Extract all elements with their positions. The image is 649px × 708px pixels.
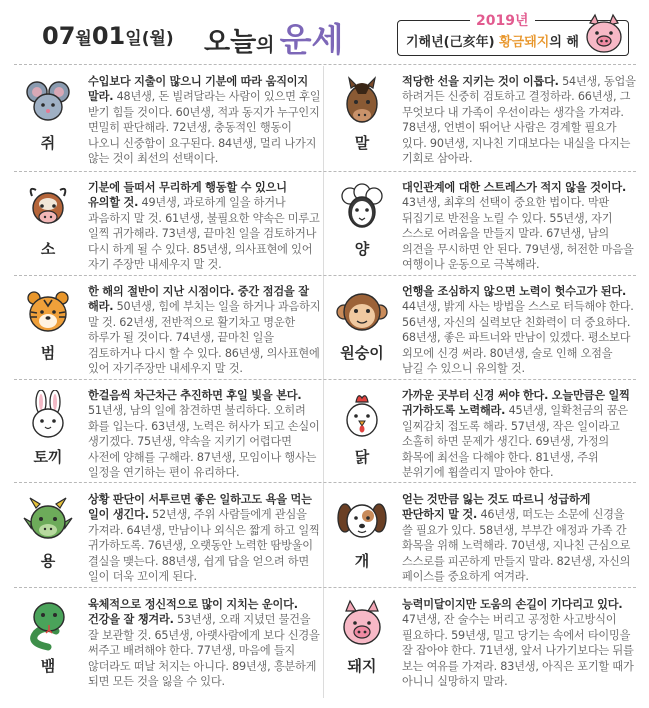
fortune-body: 54년생, 동업을 하려거든 신중히 검토하고 결정하라. 66년생, 그 무엇보다 내 가족이 우선이라는 생각을 가져라. 78년생, 언변이 뛰어난 사람은 경계할 필요가 있다. 90년생, 지나친 기대보다는 내실을 다지는 기회로 삼아라. [402,75,636,166]
fortune-text [88,388,322,480]
pig-icon [336,599,388,651]
rabbit-icon [22,390,74,442]
page-title [204,14,343,61]
animal-name: 쥐 [40,134,56,152]
cow-icon [22,182,74,234]
animal-name: 범 [40,344,56,362]
fortune-headline: 언행을 조심하지 않으면 노력이 헛수고가 된다. [402,285,627,298]
row-divider [14,171,636,172]
animal-name: 개 [354,552,370,570]
animal-name: 양 [354,240,370,258]
fortune-headline: 적당한 선을 지키는 것이 이롭다. [402,75,559,88]
fortune-headline: 수입보다 지출이 많으니 기분에 따라 움직이지 말라. [88,75,309,104]
month-number: 07 [42,22,76,50]
fortune-text [402,284,636,376]
fortune-headline: 능력미달이지만 도움의 손길이 기다리고 있다. [402,598,623,611]
fortune-sheep [328,174,640,272]
animal-name: 돼지 [347,657,377,675]
year-badge: 2019년 [470,10,535,30]
fortune-rabbit [14,382,326,480]
snake-icon [22,599,74,651]
fortune-text [88,597,322,689]
fortune-text [402,388,636,480]
fortune-headline: 한 해의 절반이 지난 시점이다. 중간 점검을 잘 해라. [88,285,309,314]
animal-name: 소 [40,240,56,258]
title-part-3: 운세 [279,20,344,59]
fortune-headline: 얻는 것만큼 잃는 것도 따르니 성급하게 판단하지 말 것. [402,493,591,522]
day-unit: 일 [125,29,142,49]
fortune-body: 52년생, 주위 사람들에게 관심을 가져라. 64년생, 만남이나 외식은 짧게 하고 일찍 귀가하도록. 76년생, 오랫동안 노력한 땀방울이 결실을 맺는다. 88년생, 쉽게 답을 얻으려 하면 일이 더욱 꼬이게 된다. [88,508,320,584]
row-divider [14,379,636,380]
year-label [406,31,579,50]
fortune-headline: 육체적으로 정신적으로 많이 지치는 운이다. 건강을 잘 챙겨라. [88,598,298,627]
fortune-body: 48년생, 돈 빌려달라는 사람이 있으면 후일 받기 힘들 것이다. 60년생, 적과 동지가 누구인지 면밀히 판단해라. 72년생, 충동적인 행동이 나오니 신중함이 요구된다. 84년생, 멀리 나가지 않는 것이 최선의 선택이다. [88,90,321,166]
fortune-text [88,180,322,272]
fortune-body: 44년생, 밝게 사는 방법을 스스로 터득해야 한다. 56년생, 자신의 실력보단 친화력이 더 중요하다. 68년생, 좋은 파트너와 만남이 있겠다. 평소보다 외모에 신경 써라. 80년생, 술로 인해 오점을 남길 수 있으니 유의할 것. [402,300,634,376]
fortune-headline: 대인관계에 대한 스트레스가 적지 않을 것이다. [402,181,627,194]
fortune-body: 50년생, 힘에 부치는 일을 하거나 과음하지 말 것. 62년생, 전반적으로 활기차고 명운한 하루가 될 것이다. 74년생, 끝마친 일을 검토하거나 다시 할 수 있다. 86년생, 의사표현에 있어 자기주장만 내세우지 말 것. [88,300,321,376]
animal-name: 말 [354,134,370,152]
fortune-monkey [328,278,640,376]
fortune-tiger [14,278,326,376]
fortune-body: 49년생, 과로하게 일을 하거나 과음하지 말 것. 61년생, 불필요한 약속은 미루고 일찍 귀가해라. 73년생, 끝마친 일을 검토하거나 다시 하게 될 수 있다. 85년생, 의사표현에 있어 자기 주장만 내세우지 말 것. [88,196,320,272]
fortune-text [402,74,636,166]
fortune-mouse [14,68,326,166]
chicken-icon [336,390,388,442]
title-part-1: 오늘 [204,27,257,58]
year-label-part-2: 황금돼지 [499,35,550,50]
fortune-body: 47년생, 잔 술수는 버리고 공정한 사고방식이 필요하다. 59년생, 밀고 당기는 속에서 타이밍을 잘 잡아야 한다. 71년생, 앞서 나가기보다는 뒤를 보는 여유를 가져라. 83년생, 아직은 포기할 때가 아니니 실망하지 말라. [402,613,634,689]
fortune-body: 45년생, 일확천금의 꿈은 일찌감치 접도록 해라. 57년생, 작은 일이라고 소홀히 하면 문제가 생긴다. 69년생, 가정의 화목에 최선을 다해야 한다. 81년생, 주위 분위기에 휩쓸리지 말아야 한다. [402,404,628,480]
fortune-text [88,284,322,376]
fortune-text [402,180,636,272]
fortune-body: 46년생, 떠도는 소문에 신경을 쓸 필요가 있다. 58년생, 부부간 애정과 가족 간 화목을 위해 노력해라. 70년생, 지나친 근심으로 스스로를 피곤하게 만들지 말라. 82년생, 자신의 페이스를 중요하게 여겨라. [402,508,631,584]
horse-icon [336,76,388,128]
pig-icon [583,13,625,61]
fortune-headline: 기분에 들떠서 무리하게 행동할 수 있으니 유의할 것. [88,181,287,210]
date-label [42,22,174,50]
fortune-text [88,492,322,584]
animal-name: 토끼 [33,448,63,466]
dragon-icon [22,494,74,546]
fortune-text [88,74,322,166]
animal-name: 뱀 [40,657,56,675]
year-label-part-3: 의 해 [549,35,579,50]
row-divider [14,587,636,588]
weekday: (월) [141,29,174,49]
fortune-dog [328,486,640,584]
fortune-chicken [328,382,640,480]
month-unit: 월 [75,29,92,49]
year-banner [397,13,629,56]
page-header [0,0,649,62]
animal-name: 원숭이 [340,344,384,362]
animal-name: 용 [40,552,56,570]
fortune-text [402,492,636,584]
fortune-text [402,597,636,689]
fortune-horse [328,68,640,166]
row-divider [14,275,636,276]
sheep-icon [336,182,388,234]
title-part-2: 의 [256,34,275,56]
year-label-part-1: 기해년(己亥年) [406,35,500,50]
fortune-dragon [14,486,326,584]
row-divider [14,482,636,483]
animal-name: 닭 [354,448,370,466]
fortune-pig [328,591,640,689]
fortune-headline: 가까운 곳부터 신경 써야 한다. 오늘만큼은 일찍 귀가하도록 노력해라. [402,389,630,418]
tiger-icon [22,286,74,338]
dog-icon [336,494,388,546]
fortune-body: 43년생, 최후의 선택이 중요한 법이다. 막판 뒤집기로 반전을 노릴 수 있다. 55년생, 자기 스스로 어려움을 만들지 말라. 67년생, 남의 의견을 무시하면 안 된다. 79년생, 허전한 마음을 여행이나 운동으로 극복해라. [402,196,634,272]
fortune-snake [14,591,326,689]
fortune-headline: 한걸음씩 차근차근 추진하면 후일 빛을 본다. [88,389,302,402]
fortune-cow [14,174,326,272]
row-divider [14,64,636,65]
fortune-body: 53년생, 오래 지녔던 물건을 잘 보관할 것. 65년생, 아랫사람에게 보다 신경을 써주고 배려해야 한다. 77년생, 마음에 들지 않더라도 떠날 처지는 아니다. 89년생, 흥분하게 되면 모든 것을 잃을 수 있다. [88,613,320,689]
mouse-icon [22,76,74,128]
day-number: 01 [91,22,126,50]
fortune-body: 51년생, 남의 일에 참견하면 불리하다. 오히려 화를 입는다. 63년생, 노력은 허사가 되고 손실이 생기겠다. 75년생, 약속을 지키기 어렵다면 사전에 양해를 구해라. 87년생, 모임이나 행사는 일정을 연기하는 편이 유리하다. [88,404,320,480]
fortune-headline: 상황 판단이 서투르면 좋은 일하고도 욕을 먹는 일이 생긴다. [88,493,312,522]
monkey-icon [336,286,388,338]
